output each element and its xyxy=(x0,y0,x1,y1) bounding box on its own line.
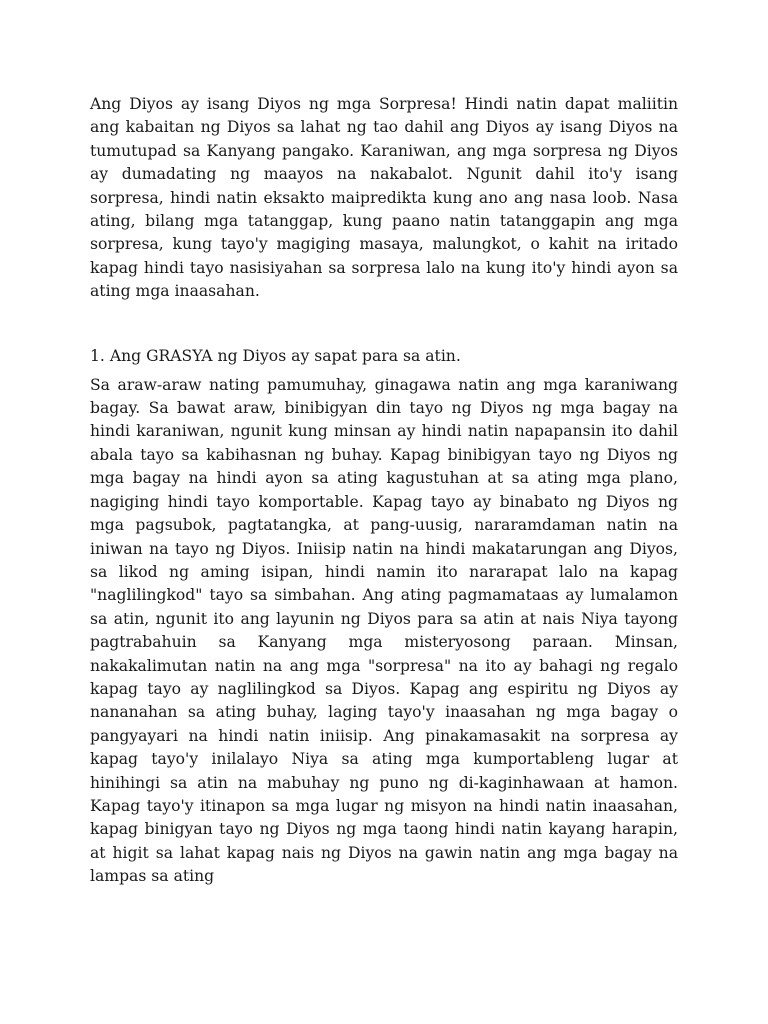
section-heading: 1. Ang GRASYA ng Diyos ay sapat para sa atin. xyxy=(90,346,461,365)
body-paragraph: Sa araw-araw nating pamumuhay, ginagawa natin ang mga karaniwang bagay. Sa bawat araw, binibigyan din tayo ng Diyos ng mga bagay na hindi karaniwan, ngunit kung minsan ay hindi natin napapansin ito dahil abala tayo sa kabihasnan ng buhay. Kapag binibigyan tayo ng Diyos ng mga bagay na hindi ayon sa ating kagustuhan at sa ating mga plano, nagiging hindi tayo komportable. Kapag tayo ay binabato ng Diyos ng mga pagsubok, pagtatangka, at pang-uusig, nararamdaman natin na iniwan na tayo ng Diyos. Iniisip natin na hindi makatarungan ang Diyos, sa likod ng aming isipan, hindi namin ito nararapat lalo na kapag "naglilingkod" tayo sa simbahan. Ang ating pagmamataas ay lumalamon sa atin, ngunit ito ang layunin ng Diyos para sa atin at nais Niya tayong pagtrabahuin sa Kanyang mga misteryosong paraan. Minsan, nakakalimutan natin na ang mga "sorpresa" na ito ay bahagi ng regalo kapag tayo ay naglilingkod sa Diyos. Kapag ang espiritu ng Diyos ay nananahan sa ating buhay, laging tayo'y inaasahan ng mga bagay o pangyayari na hindi natin iniisip. Ang pinakamasakit na sorpresa ay kapag tayo'y inilalayo Niya sa ating mga kumportableng lugar at hinihingi sa atin na mabuhay ng puno ng di-kaginhawaan at hamon. Kapag tayo'y itinapon sa mga lugar ng misyon na hindi natin inaasahan, kapag binigyan tayo ng Diyos ng mga taong hindi natin kayang harapin, at higit sa lahat kapag nais ng Diyos na gawin natin ang mga bagay na lampas sa ating xyxy=(90,375,678,886)
document-page xyxy=(90,93,678,889)
intro-paragraph: Ang Diyos ay isang Diyos ng mga Sorpresa! Hindi natin dapat maliitin ang kabaitan ng Diyos sa lahat ng tao dahil ang Diyos ay isang Diyos na tumutupad sa Kanyang pangako. Karaniwan, ang mga sorpresa ng Diyos ay dumadating ng maayos na nakabalot. Ngunit dahil ito'y isang sorpresa, hindi natin eksakto maipredikta kung ano ang nasa loob. Nasa ating, bilang mga tatanggap, kung paano natin tatanggapin ang mga sorpresa, kung tayo'y magiging masaya, malungkot, o kahit na iritado kapag hindi tayo nasisiyahan sa sorpresa lalo na kung ito'y hindi ayon sa ating mga inaasahan. xyxy=(90,95,678,301)
